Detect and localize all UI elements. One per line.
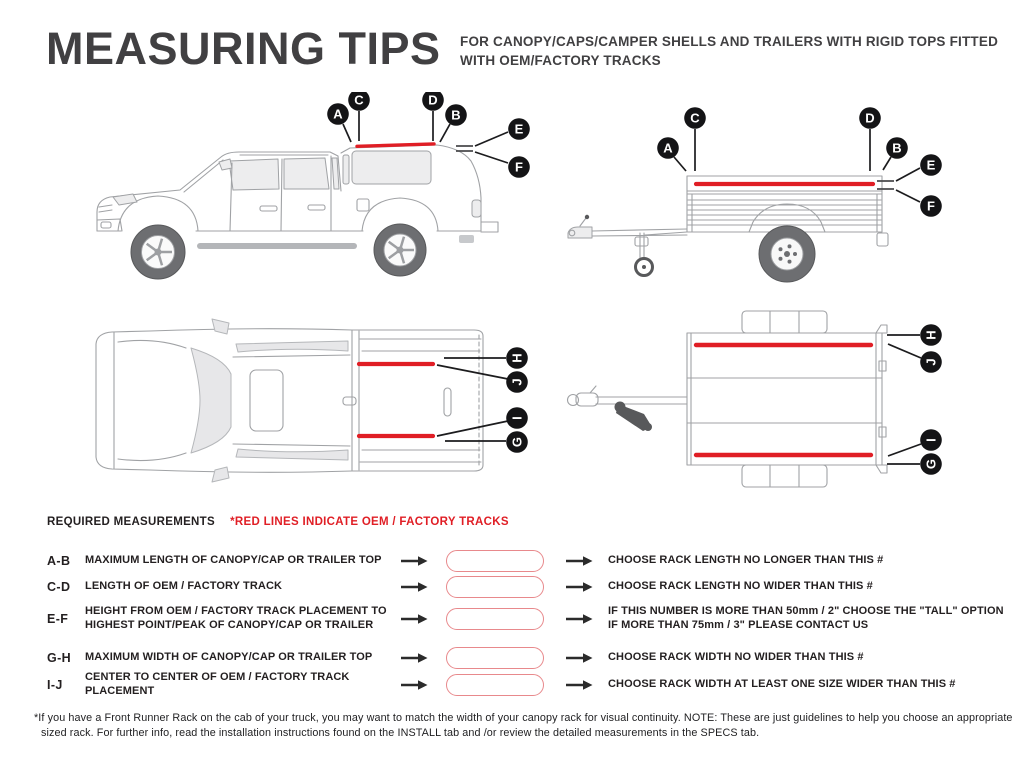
badge-i (506, 407, 528, 429)
svg-text:H: H (923, 330, 939, 340)
trailer-wheel (759, 226, 815, 282)
subtitle-line-1: FOR CANOPY/CAPS/CAMPER SHELLS AND TRAILERS WITH RIGID TOPS FITTED (460, 34, 999, 49)
row-result-line2: IF MORE THAN 75mm / 3" PLEASE CONTACT US (608, 618, 869, 631)
badge-e (508, 118, 530, 140)
badge-j (506, 371, 528, 393)
svg-text:E: E (514, 121, 524, 137)
side-mirror (212, 467, 229, 482)
measurement-row-cd (47, 576, 1009, 598)
row-code: E-F (47, 611, 69, 626)
page-subtitle (460, 32, 998, 70)
row-code: C-D (47, 580, 71, 594)
svg-text:G: G (923, 458, 939, 470)
svg-text:E: E (926, 157, 936, 173)
svg-text:H: H (509, 353, 525, 363)
badge-a (327, 103, 349, 125)
svg-text:D: D (865, 110, 875, 126)
badge-e (920, 154, 942, 176)
measurement-value-pill (446, 550, 544, 572)
svg-text:I: I (923, 438, 939, 442)
row-result-line1: IF THIS NUMBER IS MORE THAN 50mm / 2" CHOOSE THE "TALL" OPTION (608, 605, 1004, 617)
sunroof (250, 370, 283, 431)
fuel-door (357, 199, 369, 211)
row-description: CENTER TO CENTER OF OEM / FACTORY TRACK PLACEMENT (85, 671, 350, 697)
trailer-taillight (877, 233, 888, 246)
arrow-right-icon (400, 652, 428, 664)
arrow-right-icon (400, 613, 428, 625)
row-description-line2: HIGHEST POINT/PEAK OF CANOPY/CAP OR TRAILER (85, 618, 374, 631)
trailer-fender-top (742, 311, 827, 333)
subtitle-line-2: WITH OEM/FACTORY TRACKS (460, 53, 661, 68)
truck-canopy-side-view-diagram (85, 92, 540, 292)
legend (47, 516, 509, 528)
oem-track-red-line (357, 144, 434, 146)
badge-i (920, 429, 942, 451)
trailer-fender-bottom (742, 465, 827, 487)
row-result: CHOOSE RACK WIDTH NO WIDER THAN THIS # (608, 651, 864, 664)
measurement-value-pill (446, 576, 544, 598)
svg-text:B: B (451, 107, 461, 123)
canopy-window (352, 151, 431, 184)
badge-d (859, 107, 881, 129)
page-title: MEASURING TIPS (46, 23, 441, 74)
trailer-top-view-diagram (560, 295, 990, 500)
door-handle (260, 206, 277, 211)
measurement-value-pill (446, 647, 544, 669)
measurements-table (47, 550, 1009, 700)
measurement-row-ef (47, 605, 1009, 632)
arrow-right-icon (400, 581, 428, 593)
svg-text:G: G (509, 436, 525, 448)
side-mirror (212, 319, 229, 334)
row-code: A-B (47, 554, 71, 568)
badge-d (422, 92, 444, 111)
footnote-line-1: *If you have a Front Runner Rack on the cab of your truck, you may want to match the width of your canopy rack for visual continuity. NOTE: These are just guidelines to help you choose an appropriate (34, 712, 1013, 724)
footnote (34, 711, 1013, 740)
badge-a (657, 137, 679, 159)
arrow-right-icon (400, 555, 428, 567)
front-door-window (229, 159, 279, 190)
row-description: MAXIMUM LENGTH OF CANOPY/CAP OR TRAILER TOP (85, 554, 382, 567)
rear-wheel (374, 224, 426, 276)
row-result: CHOOSE RACK WIDTH AT LEAST ONE SIZE WIDER THAN THIS # (608, 677, 956, 690)
measurement-value-pill (446, 608, 544, 630)
side-step (197, 243, 357, 249)
badge-h (506, 347, 528, 369)
arrow-right-icon (565, 613, 593, 625)
svg-text:C: C (354, 92, 364, 108)
front-wheel (131, 225, 185, 279)
measurement-row-ab (47, 550, 1009, 572)
svg-text:A: A (333, 106, 343, 122)
svg-text:F: F (927, 198, 935, 214)
svg-text:B: B (892, 140, 902, 156)
side-window-band (236, 341, 348, 352)
arrow-right-icon (565, 555, 593, 567)
svg-text:C: C (690, 110, 700, 126)
red-lines-note: *RED LINES INDICATE OEM / FACTORY TRACKS (230, 516, 509, 528)
side-window-band (236, 449, 348, 460)
trailer-side-view-diagram (560, 90, 980, 295)
badge-c (348, 92, 370, 111)
trailer-top-outline (687, 333, 882, 465)
row-description: LENGTH OF OEM / FACTORY TRACK (85, 580, 283, 593)
svg-text:J: J (923, 358, 939, 366)
truck-canopy-top-view-diagram (85, 300, 540, 495)
required-measurements-label: REQUIRED MEASUREMENTS (47, 516, 215, 528)
badge-h (920, 324, 942, 346)
badge-b (445, 104, 467, 126)
row-description-line1: HEIGHT FROM OEM / FACTORY TRACK PLACEMENT TO (85, 605, 387, 617)
row-result: CHOOSE RACK LENGTH NO WIDER THAN THIS # (608, 580, 873, 593)
row-description (85, 605, 400, 632)
badge-g (506, 431, 528, 453)
svg-text:F: F (515, 159, 523, 175)
row-description: MAXIMUM WIDTH OF CANOPY/CAP OR TRAILER TOP (85, 651, 373, 664)
svg-text:D: D (428, 92, 438, 108)
row-result: CHOOSE RACK LENGTH NO LONGER THAN THIS # (608, 554, 884, 567)
svg-text:A: A (663, 140, 673, 156)
footnote-line-2: sized rack. For further info, read the installation instructions found on the INSTALL tab and /or review the detailed measurements in the SPECS tab. (41, 726, 760, 739)
hitch-coupler (576, 393, 598, 406)
hitch-coupler (568, 227, 592, 238)
badge-b (886, 137, 908, 159)
badge-f (508, 156, 530, 178)
badge-f (920, 195, 942, 217)
badge-c (684, 107, 706, 129)
arrow-right-icon (565, 679, 593, 691)
truck-top-outline (96, 329, 483, 473)
measurement-row-ij (47, 671, 1009, 698)
door-handle (308, 205, 325, 210)
tow-hitch (459, 235, 474, 243)
arrow-right-icon (565, 652, 593, 664)
trailer-drawbar (596, 397, 687, 404)
measurement-value-pill (446, 674, 544, 696)
rear-door-window (284, 158, 329, 189)
arrow-right-icon (400, 679, 428, 691)
badge-g (920, 453, 942, 475)
windshield (191, 348, 231, 453)
arrow-right-icon (565, 581, 593, 593)
taillight (472, 200, 481, 217)
badge-j (920, 351, 942, 373)
svg-text:I: I (509, 416, 525, 420)
row-code: I-J (47, 677, 63, 692)
svg-text:J: J (509, 378, 525, 386)
row-result (600, 605, 1009, 632)
tailgate-handle (444, 388, 451, 416)
measurement-row-gh (47, 647, 1009, 669)
row-code: G-H (47, 651, 72, 665)
side-mirror (219, 159, 232, 170)
